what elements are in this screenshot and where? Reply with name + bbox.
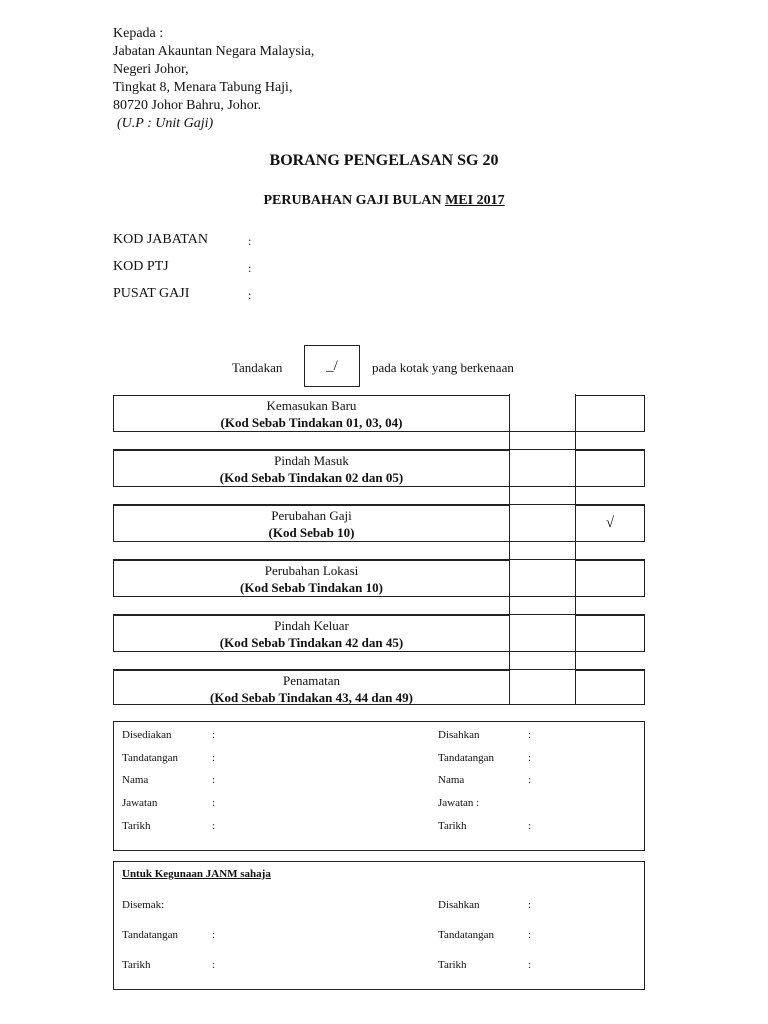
checkbox-perubahan-gaji[interactable]: √ — [575, 505, 645, 542]
sig-left-label: Tarikh — [122, 820, 151, 832]
sig-left-colon: : — [212, 774, 216, 786]
table-divider-right — [575, 394, 576, 705]
row-separator — [509, 596, 576, 597]
field-kod-ptj-label: KOD PTJ — [113, 259, 169, 274]
row-separator — [509, 486, 576, 487]
sig-left-label: Jawatan — [122, 797, 158, 809]
janm-left-label: Tandatangan — [122, 929, 179, 941]
option-code: (Kod Sebab Tindakan 43, 44 dan 49) — [210, 690, 413, 705]
sig-left-colon: : — [212, 820, 216, 832]
subtitle-month: MEI 2017 — [445, 193, 505, 208]
option-kemasukan-baru — [113, 395, 510, 432]
janm-right-colon: : — [528, 959, 532, 971]
row-separator — [509, 431, 576, 432]
address-line: Kepada : — [113, 26, 164, 41]
option-penamatan — [113, 670, 510, 705]
janm-right-colon: : — [528, 899, 532, 911]
tick-sample-mark: _/ — [326, 357, 338, 374]
tick-sample-box — [304, 345, 360, 387]
checkbox-perubahan-lokasi[interactable] — [575, 560, 645, 597]
checkbox-penamatan[interactable] — [575, 670, 645, 705]
field-kod-jabatan-colon: : — [248, 234, 252, 248]
table-divider-left — [509, 394, 510, 705]
instruction-after: pada kotak yang berkenaan — [372, 360, 514, 375]
field-pusat-gaji-colon: : — [248, 288, 252, 302]
option-code: (Kod Sebab 10) — [268, 525, 355, 540]
option-name: Pindah Masuk — [274, 453, 349, 468]
option-perubahan-lokasi — [113, 560, 510, 597]
option-code: (Kod Sebab Tindakan 42 dan 45) — [219, 635, 404, 650]
option-pindah-keluar — [113, 615, 510, 652]
option-name: Kemasukan Baru — [266, 398, 357, 413]
subtitle-prefix: PERUBAHAN GAJI BULAN — [263, 193, 446, 208]
sig-right-label: Jawatan : — [438, 797, 480, 809]
option-code: (Kod Sebab Tindakan 02 dan 05) — [219, 470, 404, 485]
sig-right-colon: : — [528, 774, 532, 786]
option-name: Perubahan Lokasi — [264, 563, 359, 578]
janm-right-label: Tarikh — [438, 959, 467, 971]
form-subtitle — [0, 193, 768, 209]
sig-right-label: Tandatangan — [438, 752, 495, 764]
address-line: 80720 Johor Bahru, Johor. — [113, 98, 262, 113]
sig-left-colon: : — [212, 752, 216, 764]
option-code: (Kod Sebab Tindakan 01, 03, 04) — [220, 415, 403, 430]
janm-left-label: Disemak: — [122, 899, 165, 911]
field-kod-jabatan-label: KOD JABATAN — [113, 232, 208, 247]
address-line: Negeri Johor, — [113, 62, 189, 77]
option-perubahan-gaji — [113, 505, 510, 542]
sig-right-label: Tarikh — [438, 820, 467, 832]
janm-right-colon: : — [528, 929, 532, 941]
janm-right-label: Tandatangan — [438, 929, 495, 941]
janm-left-colon: : — [212, 929, 216, 941]
option-code: (Kod Sebab Tindakan 10) — [240, 580, 383, 595]
sig-left-label: Tandatangan — [122, 752, 179, 764]
sig-left-label: Nama — [122, 774, 149, 786]
checkbox-pindah-keluar[interactable] — [575, 615, 645, 652]
checkbox-pindah-masuk[interactable] — [575, 450, 645, 487]
sig-right-label: Disahkan — [438, 729, 480, 741]
address-line: Tingkat 8, Menara Tabung Haji, — [113, 80, 293, 95]
janm-left-colon: : — [212, 959, 216, 971]
option-pindah-masuk — [113, 450, 510, 487]
option-name: Perubahan Gaji — [271, 508, 352, 523]
address-block — [113, 25, 314, 133]
address-line: Jabatan Akauntan Negara Malaysia, — [113, 44, 315, 59]
sig-right-label: Nama — [438, 774, 465, 786]
attention-line: (U.P : Unit Gaji) — [117, 116, 214, 131]
option-name: Penamatan — [282, 673, 341, 688]
checkbox-kemasukan-baru[interactable] — [575, 395, 645, 432]
sig-left-colon: : — [212, 797, 216, 809]
form-title: BORANG PENGELASAN SG 20 — [269, 152, 499, 169]
instruction-before: Tandakan — [232, 360, 283, 375]
field-pusat-gaji-label: PUSAT GAJI — [113, 286, 190, 301]
sig-left-label: Disediakan — [122, 729, 172, 741]
field-kod-ptj-colon: : — [248, 261, 252, 275]
signature-box — [113, 721, 645, 851]
janm-box — [113, 861, 645, 990]
option-name: Pindah Keluar — [274, 618, 349, 633]
row-separator — [509, 541, 576, 542]
janm-right-label: Disahkan — [438, 899, 480, 911]
janm-left-label: Tarikh — [122, 959, 151, 971]
janm-heading: Untuk Kegunaan JANM sahaja — [122, 868, 271, 880]
sig-right-colon: : — [528, 729, 532, 741]
sig-right-colon: : — [528, 752, 532, 764]
sig-left-colon: : — [212, 729, 216, 741]
sig-right-colon: : — [528, 820, 532, 832]
